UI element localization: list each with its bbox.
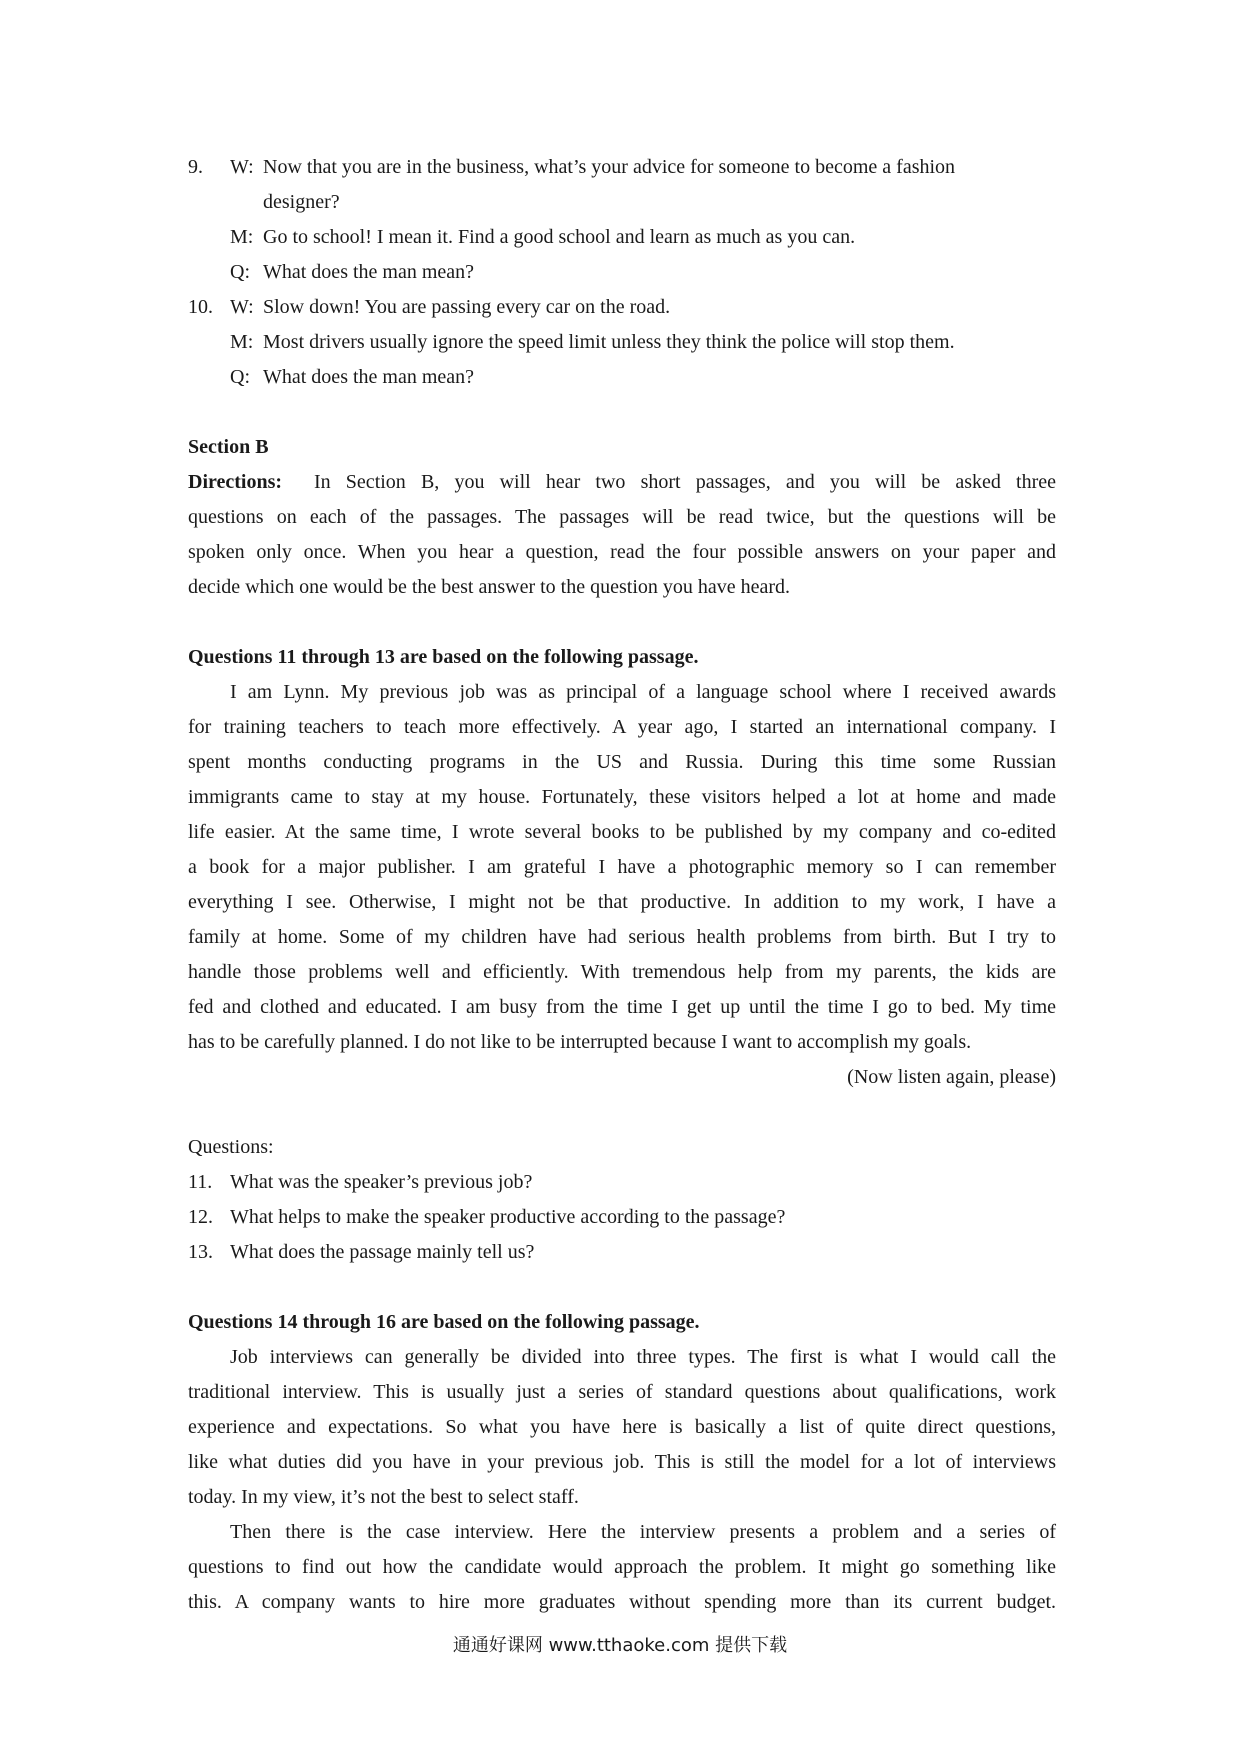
passage-line: Then there is the case interview. Here the interview presents a problem and a series of <box>230 1521 1056 1543</box>
item-number: 10. <box>188 296 213 318</box>
speaker-label: M: <box>230 226 254 248</box>
dialogue-text: Slow down! You are passing every car on the road. <box>263 296 671 318</box>
passage-line: has to be carefully planned. I do not like to be interrupted because I want to accomplish my goals. <box>188 1031 972 1053</box>
question-number: 13. <box>188 1241 213 1263</box>
dialogue-text: Go to school! I mean it. Find a good school and learn as much as you can. <box>263 226 856 248</box>
passage-line: a book for a major publisher. I am grateful I have a photographic memory so I can remember <box>188 856 1056 878</box>
questions-label: Questions: <box>188 1136 274 1158</box>
passage-line: immigrants came to stay at my house. Fortunately, these visitors helped a lot at home and made <box>188 786 1056 808</box>
section-title: Section B <box>188 436 269 458</box>
passage-line: this. A company wants to hire more graduates without spending more than its current budget. <box>188 1591 1056 1613</box>
passage-line: experience and expectations. So what you have here is basically a list of quite direct questions, <box>188 1416 1056 1438</box>
passage-line: family at home. Some of my children have had serious health problems from birth. But I try to <box>188 926 1056 948</box>
question-number: 11. <box>188 1171 213 1193</box>
speaker-label: Q: <box>230 366 250 388</box>
question-text: What helps to make the speaker productive according to the passage? <box>230 1206 786 1228</box>
directions-line: In Section B, you will hear two short passages, and you will be asked three <box>314 471 1056 493</box>
passage-line: for training teachers to teach more effectively. A year ago, I started an international company. I <box>188 716 1056 738</box>
question-number: 12. <box>188 1206 213 1228</box>
passage-line: questions to find out how the candidate would approach the problem. It might go something like <box>188 1556 1056 1578</box>
passage-line: today. In my view, it’s not the best to select staff. <box>188 1486 579 1508</box>
dialogue-text: Now that you are in the business, what’s your advice for someone to become a fashion <box>263 156 956 178</box>
speaker-label: W: <box>230 156 254 178</box>
question-text: What does the passage mainly tell us? <box>230 1241 535 1263</box>
directions-line: decide which one would be the best answer to the question you have heard. <box>188 576 791 598</box>
directions-label <box>188 470 282 494</box>
directions-line: questions on each of the passages. The passages will be read twice, but the questions will be <box>188 506 1056 528</box>
listen-again-note: (Now listen again, please) <box>847 1066 1056 1088</box>
passage-line: like what duties did you have in your previous job. This is still the model for a lot of interviews <box>188 1451 1056 1473</box>
passage-line: handle those problems well and efficiently. With tremendous help from my parents, the kids are <box>188 961 1056 983</box>
passage-line: fed and clothed and educated. I am busy from the time I get up until the time I go to bed. My time <box>188 996 1056 1018</box>
passage-heading: Questions 14 through 16 are based on the following passage. <box>188 1311 700 1333</box>
passage-line: everything I see. Otherwise, I might not be that productive. In addition to my work, I have a <box>188 891 1056 913</box>
speaker-label: Q: <box>230 261 250 283</box>
dialogue-text: What does the man mean? <box>263 261 475 283</box>
directions-line: spoken only once. When you hear a question, read the four possible answers on your paper and <box>188 541 1056 563</box>
passage-line: Job interviews can generally be divided into three types. The first is what I would call the <box>230 1346 1056 1368</box>
dialogue-text: Most drivers usually ignore the speed limit unless they think the police will stop them. <box>263 331 955 353</box>
question-text: What was the speaker’s previous job? <box>230 1171 533 1193</box>
passage-line: life easier. At the same time, I wrote several books to be published by my company and co-edited <box>188 821 1056 843</box>
directions-label-text: Directions: <box>188 471 283 493</box>
page-footer: 通通好课网 www.tthaoke.com 提供下载 <box>452 1635 788 1656</box>
speaker-label: W: <box>230 296 254 318</box>
speaker-label: M: <box>230 331 254 353</box>
dialogue-text: What does the man mean? <box>263 366 475 388</box>
passage-heading: Questions 11 through 13 are based on the following passage. <box>188 646 699 668</box>
passage-line: spent months conducting programs in the US and Russia. During this time some Russian <box>188 751 1056 773</box>
dialogue-text: designer? <box>263 191 340 213</box>
item-number: 9. <box>188 156 203 178</box>
passage-line: I am Lynn. My previous job was as principal of a language school where I received awards <box>230 681 1056 703</box>
passage-line: traditional interview. This is usually just a series of standard questions about qualifications, work <box>188 1381 1056 1403</box>
